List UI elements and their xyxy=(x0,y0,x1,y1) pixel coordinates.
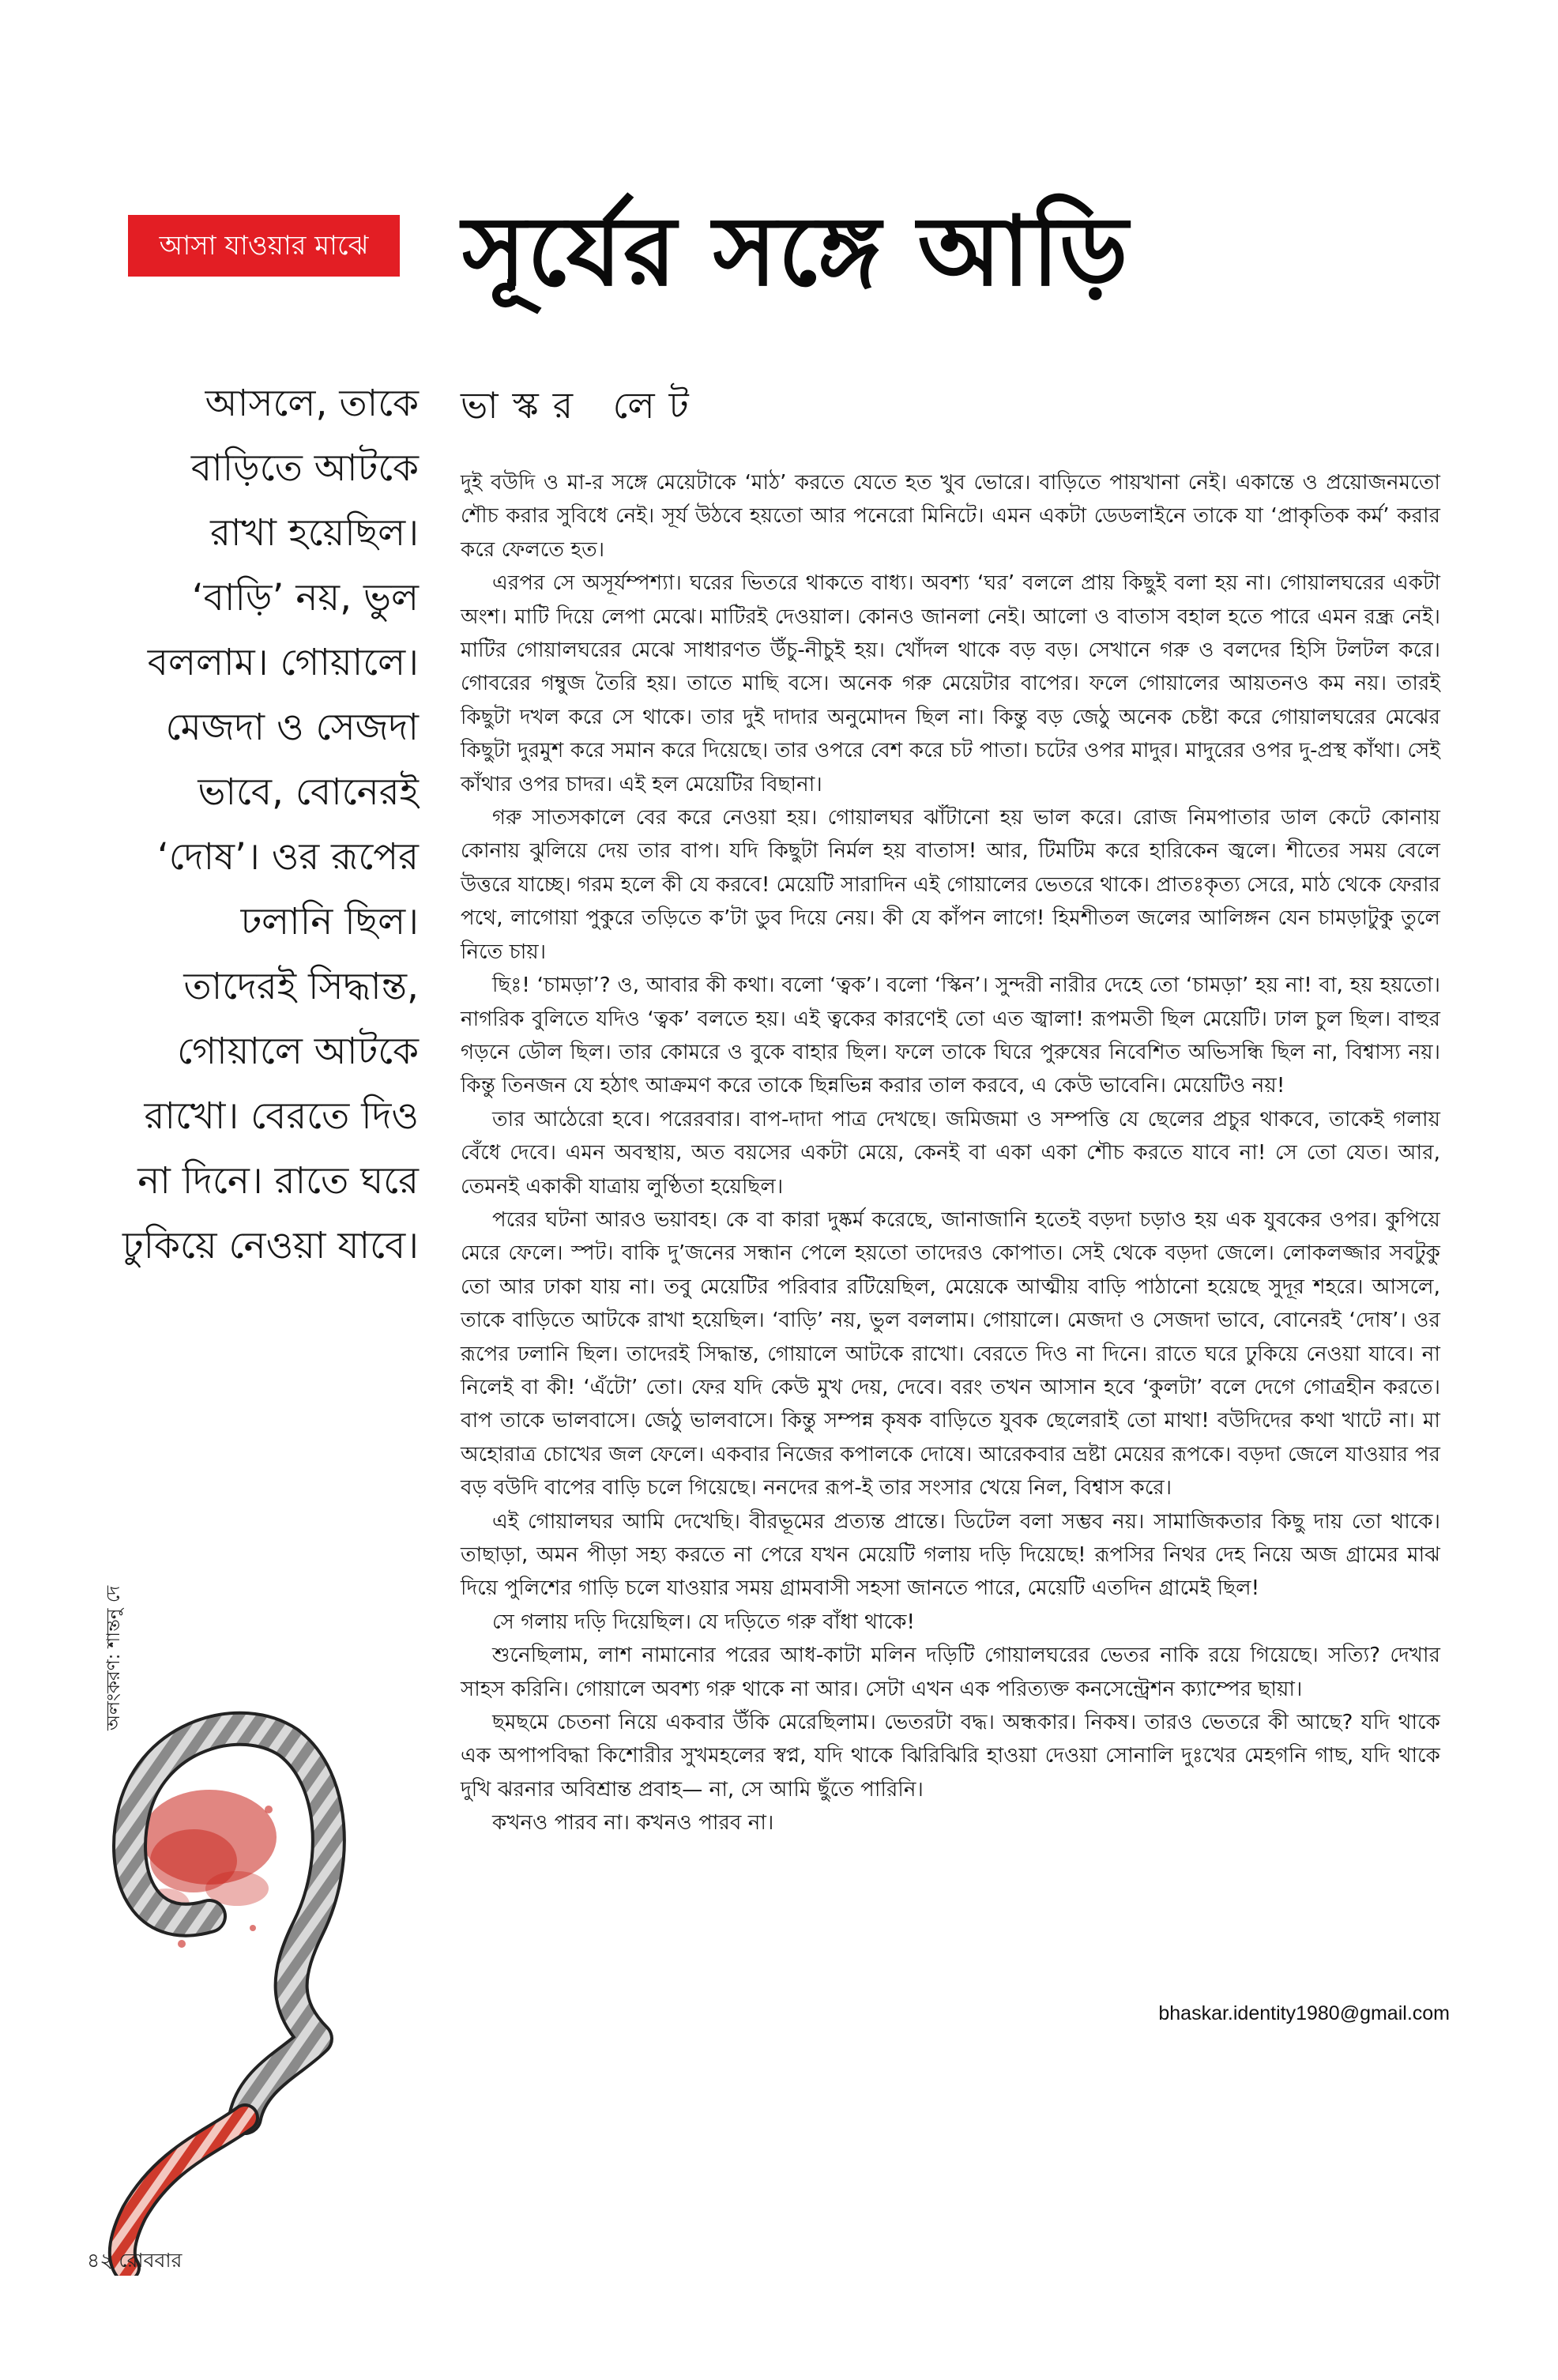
section-tag: আসা যাওয়ার মাঝে xyxy=(128,215,400,277)
author-email: bhaskar.identity1980@gmail.com xyxy=(1158,2002,1450,2024)
paragraph: সে গলায় দড়ি দিয়েছিল। যে দড়িতে গরু বাঁধা থাকে! xyxy=(492,1610,916,1634)
paragraph: তার আঠেরো হবে। পরেরবার। বাপ-দাদা পাত্র দেখছে। জমিজমা ও সম্পত্তি যে ছেলের প্রচুর থাকবে, তাকেই গলায় বেঁধে দেবে। এমন অবস্থায়, অত বয়সের একটা মেয়ে, কেনই বা একা একা শৌচ করতে যাবে না! সে তো যেত। আর, তেমনই একাকী যাত্রায় লুণ্ঠিতা হয়েছিল। xyxy=(461,1107,1440,1199)
noose-illustration xyxy=(47,1667,442,2276)
paragraph: শুনেছিলাম, লাশ নামানোর পরের আধ-কাটা মলিন দড়িটি গোয়ালঘরের ভেতর নাকি রয়ে গিয়েছে। সত্যি? দেখার সাহস করিনি। গোয়ালে অবশ্য গরু থাকে না আর। সেটা এখন এক পরিত্যক্ত কনসেন্ট্রেশন ক্যাম্পের ছায়া। xyxy=(461,1644,1440,1701)
headline: সূর্যের সঙ্গে আড়ি xyxy=(462,194,1130,307)
paragraph: ছমছমে চেতনা নিয়ে একবার উঁকি মেরেছিলাম। ভেতরটা বদ্ধ। অন্ধকার। নিকষ। তারও ভেতরে কী আছে? যদি থাকে এক অপাপবিদ্ধা কিশোরীর সুখমহলের স্বপ্ন, যদি থাকে ঝিরিঝিরি হাওয়া দেওয়া সোনালি দুঃখের মেহগনি গাছ, যদি থাকে দুখি ঝরনার অবিশ্রান্ত প্রবাহ— না, সে আমি ছুঁতে পারিনি। xyxy=(461,1711,1440,1802)
paragraph: কখনও পারব না। কখনও পারব না। xyxy=(492,1811,774,1836)
paragraph: গরু সাতসকালে বের করে নেওয়া হয়। গোয়ালঘর ঝাঁটানো হয় ভাল করে। রোজ নিমপাতার ডাল কেটে কোনায় কোনায় ঝুলিয়ে দেয় তার বাপ। যদি কিছুটা নির্মল হয় বাতাস! আর, টিমটিম করে হারিকেন জ্বলে। শীতের সময় বেলে উত্তরে যাচ্ছে। গরম হলে কী যে করবে! মেয়েটি সারাদিন এই গোয়ালের ভেতরে থাকে। প্রাতঃকৃত্য সেরে, মাঠ থেকে ফেরার পথে, লাগোয়া পুকুরে তড়িতে ক’টা ডুব দিয়ে নেয়। কী যে কাঁপন লাগে! হিমশীতল জলের আলিঙ্গন যেন চামড়াটুকু তুলে নিতে চায়। xyxy=(461,806,1440,964)
paragraph: এই গোয়ালঘর আমি দেখেছি। বীরভূমের প্রত্যন্ত প্রান্তে। ডিটেল বলা সম্ভব নয়। সামাজিকতার কিছু দায় তো থাকে। তাছাড়া, অমন পীড়া সহ্য করতে না পেরে যখন মেয়েটি গলায় দড়ি দিয়েছে! রূপসির নিথর দেহ নিয়ে অজ গ্রামের মাঝ দিয়ে পুলিশের গাড়ি চলে যাওয়ার সময় গ্রামবাসী সহসা জানতে পারে, মেয়েটি এতদিন গ্রামেই ছিল! xyxy=(461,1509,1440,1601)
illustration-credit: অলংকরণ: শান্তনু দে xyxy=(103,1585,124,1730)
paragraph: দুই বউদি ও মা-র সঙ্গে মেয়েটাকে ‘মাঠ’ করতে যেতে হত খুব ভোরে। বাড়িতে পায়খানা নেই। একান্তে ও প্রয়োজনমতো শৌচ করার সুবিধে নেই। সূর্য উঠবে হয়তো আর পনেরো মিনিটে। এমন একটা ডেডলাইনে তাকে যা ‘প্রাকৃতিক কর্ম’ করার করে ফেলতে হত। xyxy=(461,471,1440,562)
author-byline: ভাস্কর লেট xyxy=(461,384,703,427)
paragraph: এরপর সে অসূর্যম্পশ্যা। ঘরের ভিতরে থাকতে বাধ্য। অবশ্য ‘ঘর’ বললে প্রায় কিছুই বলা হয় না। গোয়ালঘরের একটা অংশ। মাটি দিয়ে লেপা মেঝে। মাটিরই দেওয়াল। কোনও জানলা নেই। আলো ও বাতাস বহাল হতে পারে এমন রন্ধ্র নেই। মাটির গোয়ালঘরের মেঝে সাধারণত উঁচু-নীচুই হয়। খোঁদল থাকে বড় বড়। সেখানে গরু ও বলদের হিসি টলটল করে। গোবরের গম্বুজ তৈরি হয়। তাতে মাছি বসে। অনেক গরু মেয়েটার বাপের। ফলে গোয়ালের আয়তনও কম নয়। তারই কিছুটা দখল করে সে থাকে। তার দুই দাদার অনুমোদন ছিল না। কিন্তু বড় জেঠু অনেক চেষ্টা করে গোয়ালঘরের মেঝের কিছুটা দুরমুশ করে সমান করে দিয়েছে। তার ওপরে বেশ করে চট পাতা। চটের ওপর মাদুর। মাদুরের ওপর দু-প্রস্থ কাঁথা। সেই কাঁথার ওপর চাদর। এই হল মেয়েটির বিছানা। xyxy=(461,571,1440,796)
pull-quote: আসলে, তাকে বাড়িতে আটকে রাখা হয়েছিল। ‘বাড়ি’ নয়, ভুল বললাম। গোয়ালে। মেজদা ও সেজদা ভাবে, বোনেরই ‘দোষ’। ওর রূপের ঢলানি ছিল। তাদেরই সিদ্ধান্ত, গোয়ালে আটকে রাখো। বেরতে দিও না দিনে। রাতে ঘরে ঢুকিয়ে নেওয়া যাবে। xyxy=(122,382,419,1267)
page-folio: ৪২ রোববার xyxy=(87,2249,183,2272)
paragraph: পরের ঘটনা আরও ভয়াবহ। কে বা কারা দুষ্কর্ম করেছে, জানাজানি হতেই বড়দা চড়াও হয় এক যুবকের ওপর। কুপিয়ে মেরে ফেলে। স্পট। বাকি দু’জনের সন্ধান পেলে হয়তো তাদেরও কোপাত। সেই থেকে বড়দা জেলে। লোকলজ্জার সবটুকু তো আর ঢাকা যায় না। তবু মেয়েটির পরিবার রটিয়েছিল, মেয়েকে আত্মীয় বাড়ি পাঠানো হয়েছে সুদূর শহরে। আসলে, তাকে বাড়িতে আটকে রাখা হয়েছিল। ‘বাড়ি’ নয়, ভুল বললাম। গোয়ালে। মেজদা ও সেজদা ভাবে, বোনেরই ‘দোষ’। ওর রূপের ঢলানি ছিল। তাদেরই সিদ্ধান্ত, গোয়ালে আটকে রাখো। বেরতে দিও না দিনে। রাতে ঘরে ঢুকিয়ে নেওয়া যাবে। না নিলেই বা কী! ‘এঁটো’ তো। ফের যদি কেউ মুখ দেয়, দেবে। বরং তখন আসান হবে ‘কুলটা’ বলে দেগে গোত্রহীন করতে। বাপ তাকে ভালবাসে। জেঠু ভালবাসে। কিন্তু সম্পন্ন কৃষক বাড়িতে যুবক ছেলেরাই তো মাথা! বউদিদের কথা খাটে না। মা অহোরাত্র চোখের জল ফেলে। একবার নিজের কপালকে দোষে। আরেকবার ভ্রষ্টা মেয়ের রূপকে। বড়দা জেলে যাওয়ার পর বড় বউদি বাপের বাড়ি চলে গিয়েছে। ননদের রূপ-ই তার সংসার খেয়ে নিল, বিশ্বাস করে। xyxy=(461,1207,1440,1501)
paragraph: ছিঃ! ‘চামড়া’? ও, আবার কী কথা। বলো ‘ত্বক’। বলো ‘স্কিন’। সুন্দরী নারীর দেহে তো ‘চামড়া’ হয় না! বা, হয় হয়তো। নাগরিক বুলিতে যদিও ‘ত্বক’ বলতে হয়। এই ত্বকের কারণেই তো এত জ্বালা! রূপমতী ছিল মেয়েটি। ঢাল চুল ছিল। বাহুর গড়নে ডৌল ছিল। তার কোমরে ও বুকে বাহার ছিল। ফলে তাকে ঘিরে পুরুষের নিবেশিত অভিসন্ধি ছিল না, বিশ্বাস্য নয়। কিন্তু তিনজন যে হঠাৎ আক্রমণ করে তাকে ছিন্নভিন্ন করার তাল করবে, এ কেউ ভাবেনি। মেয়েটিও নয়! xyxy=(461,973,1440,1098)
article-body xyxy=(461,466,1440,1840)
